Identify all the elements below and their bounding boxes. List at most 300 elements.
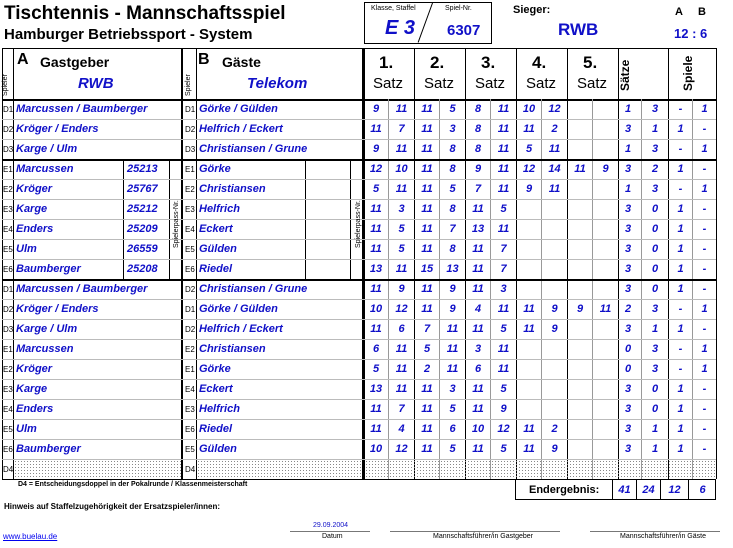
spiele-home: -	[678, 303, 683, 315]
set-score-home: 11	[523, 123, 535, 135]
grid-line	[2, 48, 716, 49]
set-score-home: 11	[421, 123, 433, 135]
set-score-away: 10	[395, 163, 408, 175]
set-score-away: 11	[599, 303, 612, 315]
set-score-home: 6	[474, 363, 482, 375]
set-score-home	[517, 259, 541, 279]
away-player-name: Riedel	[199, 423, 233, 435]
set-score-home: 15	[420, 263, 434, 275]
set-score-home: 7	[474, 183, 482, 195]
set-score-away: 11	[395, 363, 408, 375]
home-player-code: D2	[3, 305, 14, 314]
saetze-label: Sätze	[618, 59, 632, 91]
spiele-away: -	[702, 383, 707, 395]
home-player-code: E4	[3, 405, 13, 414]
home-team: RWB	[78, 75, 114, 92]
home-player-name: Marcussen	[16, 343, 74, 355]
away-signature-line	[590, 531, 720, 532]
set-score-home: 9	[576, 303, 584, 315]
set-score-home: 11	[421, 183, 433, 195]
saetze-home: 3	[624, 323, 632, 335]
set-score-home	[568, 419, 592, 439]
saetze-away: 0	[651, 403, 659, 415]
set-score-away	[389, 459, 414, 479]
set-score-home	[517, 239, 541, 259]
saetze-away: 1	[651, 323, 659, 335]
set-score-home: 10	[369, 303, 383, 315]
spiele-away: -	[702, 123, 707, 135]
home-player-name: Karge	[16, 203, 48, 215]
set-score-away: 12	[497, 423, 510, 435]
away-player-name: Christiansen / Grune	[199, 143, 308, 155]
set-score-away: 9	[551, 303, 558, 315]
date-value: 29.09.2004	[313, 522, 349, 529]
set-score-home: 9	[474, 163, 482, 175]
spiele-away: -	[702, 243, 707, 255]
away-player-code: E1	[185, 165, 195, 174]
home-captain-label: Mannschaftsführer/in Gastgeber	[433, 533, 533, 540]
saetze-away: 3	[651, 103, 659, 115]
set-score-home	[568, 399, 592, 419]
set-score-away: 11	[395, 383, 408, 395]
sieger-label: Sieger:	[513, 4, 551, 16]
set-score-away: 8	[449, 243, 456, 255]
away-player-code: D3	[185, 145, 196, 154]
spiele-away: -	[702, 263, 707, 275]
set-score-home: 11	[421, 143, 433, 155]
score-b-label: B	[698, 6, 706, 18]
set-score-away: 8	[449, 163, 456, 175]
set-score-home	[568, 319, 592, 339]
saetze-away: 1	[651, 423, 659, 435]
set-score-home: 3	[474, 343, 482, 355]
away-captain-label: Mannschaftsführer/in Gäste	[620, 533, 706, 540]
set-score-away: 7	[500, 263, 507, 275]
set-score-away: 11	[395, 343, 408, 355]
home-player-pass: 25208	[127, 263, 158, 275]
away-player-code: E6	[185, 425, 195, 434]
set-score-home	[568, 179, 592, 199]
away-player-name: Helfrich / Eckert	[199, 323, 283, 335]
home-player-pass: 25209	[127, 223, 158, 235]
saetze-home: 0	[624, 363, 632, 375]
away-player-code: E2	[185, 185, 195, 194]
spiele-home: -	[678, 343, 683, 355]
set-score-home	[517, 399, 541, 419]
set-score-home: 11	[421, 303, 433, 315]
set-score-away: 11	[497, 343, 510, 355]
spiele-away: -	[702, 203, 707, 215]
set-score-home	[568, 339, 592, 359]
home-player-code: D3	[3, 325, 14, 334]
set-score-home: 11	[523, 443, 535, 455]
away-player-name: Christiansen	[199, 343, 266, 355]
saetze-away: 3	[651, 183, 659, 195]
set-score-away: 5	[449, 183, 456, 195]
home-player-name: Ulm	[16, 423, 37, 435]
away-player-code: D1	[185, 105, 196, 114]
spiele-away	[693, 459, 716, 479]
set-score-away: 6	[398, 323, 405, 335]
set-score-away: 5	[449, 443, 456, 455]
set-score-away: 5	[398, 243, 405, 255]
set-score-home: 9	[372, 103, 380, 115]
set-score-home: 5	[423, 343, 431, 355]
home-player-pass: 25212	[127, 203, 158, 215]
set-score-home: 10	[471, 423, 485, 435]
set-score-home	[517, 339, 541, 359]
set-score-home	[517, 459, 541, 479]
spiele-home: -	[678, 363, 683, 375]
home-player-name: Karge / Ulm	[16, 143, 78, 155]
set-score-away: 14	[548, 163, 561, 175]
home-player-code: E5	[3, 425, 13, 434]
set-score-home	[568, 459, 592, 479]
saetze-home: 3	[624, 443, 632, 455]
set-score-home: 11	[523, 303, 535, 315]
set-header-num: 3.	[481, 53, 496, 72]
spiele-home: 1	[677, 263, 684, 275]
set-score-home: 11	[472, 323, 484, 335]
spiele-home	[669, 459, 692, 479]
saetze-home: 3	[624, 123, 632, 135]
saetze-away	[642, 459, 668, 479]
match-id-box	[364, 2, 492, 44]
away-player-code: E2	[185, 345, 195, 354]
home-player-name: Kröger / Enders	[16, 123, 99, 135]
set-score-away	[542, 379, 567, 399]
set-score-away	[542, 459, 567, 479]
spiele-home: -	[678, 143, 683, 155]
spiele-home: -	[678, 183, 683, 195]
set-score-home: 12	[522, 163, 536, 175]
set-score-home: 5	[372, 363, 380, 375]
home-player-name: Enders	[16, 403, 54, 415]
saetze-home: 3	[624, 423, 632, 435]
set-score-away: 3	[500, 283, 507, 295]
set-score-away: 11	[497, 163, 510, 175]
endergebnis-label: Endergebnis:	[529, 484, 600, 496]
set-header-num: 1.	[379, 53, 394, 72]
set-score-home: 13	[369, 383, 383, 395]
spiele-away: -	[702, 403, 707, 415]
saetze-home: 3	[624, 203, 632, 215]
set-score-home	[517, 359, 541, 379]
set-score-away: 3	[449, 123, 456, 135]
set-score-home	[517, 379, 541, 399]
set-score-away: 11	[497, 103, 510, 115]
set-score-away: 9	[602, 163, 609, 175]
set-score-home	[517, 219, 541, 239]
score-a-label: A	[675, 6, 683, 18]
set-header-label: Satz	[475, 75, 506, 92]
saetze-home: 3	[624, 223, 632, 235]
set-score-away: 2	[551, 123, 558, 135]
home-player-code: E1	[3, 345, 13, 354]
set-score-away: 5	[500, 323, 507, 335]
total-spiele-b: 6	[699, 483, 706, 496]
set-score-home: 11	[370, 123, 382, 135]
set-score-home	[568, 239, 592, 259]
set-score-home: 2	[423, 363, 431, 375]
home-player-pass: 25767	[127, 183, 158, 195]
away-player-code: D1	[185, 305, 196, 314]
saetze-away: 3	[651, 343, 659, 355]
set-score-away: 8	[449, 203, 456, 215]
away-player-code: D2	[185, 285, 196, 294]
saetze-home: 1	[624, 143, 632, 155]
sieger-value: RWB	[558, 20, 599, 39]
set-score-home	[466, 459, 490, 479]
set-score-home	[415, 459, 439, 479]
set-header-num: 5.	[583, 53, 598, 72]
set-score-away: 7	[398, 123, 405, 135]
set-score-home: 9	[525, 183, 533, 195]
set-score-home	[568, 359, 592, 379]
home-player-code: E2	[3, 185, 13, 194]
away-team: Telekom	[247, 75, 308, 92]
set-score-home: 8	[474, 103, 482, 115]
away-player-name: Eckert	[199, 223, 233, 235]
set-score-home: 5	[372, 183, 380, 195]
set-score-away: 5	[449, 103, 456, 115]
set-score-home: 11	[370, 283, 382, 295]
spieler-label-b: Spieler	[185, 74, 192, 96]
away-player-name: Görke / Gülden	[199, 103, 278, 115]
spiele-home: 1	[677, 123, 684, 135]
set-score-home: 11	[574, 163, 586, 175]
away-player-code: E3	[185, 405, 195, 414]
away-player-name: Görke	[199, 363, 231, 375]
home-player-pass: 26559	[127, 243, 158, 255]
saetze-away: 3	[651, 363, 659, 375]
saetze-away: 1	[651, 443, 659, 455]
spiele-away: -	[702, 443, 707, 455]
set-score-away: 11	[395, 183, 408, 195]
set-score-away	[491, 459, 516, 479]
home-player-name: Ulm	[16, 243, 37, 255]
set-score-away: 4	[398, 423, 405, 435]
away-player-code: D2	[185, 125, 196, 134]
set-score-home: 13	[369, 263, 383, 275]
home-player-code: D1	[3, 285, 14, 294]
set-score-away: 9	[449, 303, 456, 315]
endergebnis-box	[515, 479, 716, 500]
home-player-code: D1	[3, 105, 14, 114]
grid-line	[181, 48, 182, 479]
spiele-home: 1	[677, 223, 684, 235]
set-score-home	[517, 279, 541, 299]
total-saetze-a: 41	[618, 483, 631, 496]
spiele-home: 1	[677, 423, 684, 435]
home-player-name: Karge / Ulm	[16, 323, 78, 335]
set-score-away	[542, 279, 567, 299]
set-score-home: 12	[369, 163, 383, 175]
hatched-cell	[197, 460, 362, 479]
spiele-away: 1	[701, 103, 708, 115]
home-player-code: E4	[3, 225, 13, 234]
home-label: Gastgeber	[40, 54, 110, 70]
set-score-home: 11	[472, 283, 484, 295]
set-score-away: 12	[395, 303, 408, 315]
saetze-home: 3	[624, 283, 632, 295]
home-player-code: E5	[3, 245, 13, 254]
home-player-code: E3	[3, 385, 13, 394]
set-score-home: 11	[421, 283, 433, 295]
home-player-name: Marcussen	[16, 163, 74, 175]
set-score-away	[542, 399, 567, 419]
spiele-home: 1	[677, 323, 684, 335]
set-score-away: 7	[398, 403, 405, 415]
set-score-away: 13	[446, 263, 459, 275]
set-score-away: 11	[497, 143, 510, 155]
website-link[interactable]: www.buelau.de	[3, 532, 58, 541]
set-header-label: Satz	[526, 75, 557, 92]
home-player-name: Baumberger	[16, 263, 81, 275]
saetze-away: 1	[651, 123, 659, 135]
set-score-away: 11	[497, 183, 510, 195]
date-line	[290, 531, 370, 532]
set-score-home: 8	[474, 123, 482, 135]
set-score-away: 5	[500, 443, 507, 455]
saetze-away: 0	[651, 263, 659, 275]
set-score-home: 11	[421, 203, 433, 215]
set-score-away: 3	[398, 203, 405, 215]
home-player-name: Marcussen / Baumberger	[16, 283, 148, 295]
away-player-code: D2	[185, 325, 196, 334]
set-score-away: 11	[395, 143, 408, 155]
set-score-away	[440, 459, 465, 479]
spiele-away: -	[702, 223, 707, 235]
set-score-away: 9	[500, 403, 507, 415]
home-player-code: E6	[3, 265, 13, 274]
away-player-code: E5	[185, 245, 195, 254]
home-player-code: E6	[3, 445, 13, 454]
saetze-away: 3	[651, 143, 659, 155]
away-letter: B	[198, 51, 210, 68]
away-player-code: E5	[185, 445, 195, 454]
spiele-home: 1	[677, 283, 684, 295]
set-score-home: 10	[369, 443, 383, 455]
page-title: Tischtennis - Mannschaftsspiel	[4, 3, 286, 24]
set-score-away: 11	[446, 323, 459, 335]
home-player-name: Karge	[16, 383, 48, 395]
grid-line	[716, 48, 717, 479]
set-score-away: 11	[497, 303, 510, 315]
set-score-away	[542, 359, 567, 379]
hatched-cell	[14, 460, 181, 479]
home-letter: A	[17, 51, 29, 68]
set-score-home: 11	[370, 243, 382, 255]
set-score-away: 11	[497, 363, 510, 375]
home-player-pass: 25213	[127, 163, 158, 175]
home-player-name: Enders	[16, 223, 54, 235]
set-header-label: Satz	[373, 75, 404, 92]
set-score-home: 11	[370, 323, 382, 335]
set-score-home: 11	[472, 443, 484, 455]
set-score-home: 8	[474, 143, 482, 155]
footnote: D4 = Entscheidungsdoppel in der Pokalrunde / Klassenmeisterschaft	[18, 481, 248, 488]
set-score-home	[568, 259, 592, 279]
spiele-away: -	[702, 163, 707, 175]
set-score-home	[568, 439, 592, 459]
spiele-away: 1	[701, 343, 708, 355]
set-score-home: 9	[372, 143, 380, 155]
home-player-code: D2	[3, 125, 14, 134]
saetze-home	[615, 459, 641, 479]
set-score-away	[542, 339, 567, 359]
home-signature-line	[390, 531, 560, 532]
set-score-home: 11	[421, 163, 433, 175]
set-score-home	[568, 139, 592, 159]
saetze-home: 3	[624, 243, 632, 255]
set-score-home: 11	[421, 403, 433, 415]
set-score-home	[568, 379, 592, 399]
set-score-home: 11	[421, 103, 433, 115]
away-label: Gäste	[222, 54, 261, 70]
set-score-home: 11	[523, 423, 535, 435]
set-score-away: 2	[551, 423, 558, 435]
set-score-home: 11	[421, 443, 433, 455]
page-subtitle: Hamburger Betriebssport - System	[4, 26, 253, 43]
spiele-away: -	[702, 283, 707, 295]
pass-label-a: Spielerpass-Nr.	[173, 200, 180, 248]
spiele-away: 1	[701, 363, 708, 375]
set-score-home: 11	[370, 223, 382, 235]
set-score-away: 9	[398, 283, 405, 295]
home-player-code: D4	[3, 465, 14, 474]
set-score-home: 11	[421, 223, 433, 235]
home-player-name: Kröger	[16, 183, 53, 195]
final-score: 12 : 6	[674, 26, 708, 41]
set-score-away: 12	[548, 103, 561, 115]
saetze-away: 0	[651, 203, 659, 215]
spiele-home: 1	[677, 443, 684, 455]
total-saetze-b: 24	[642, 483, 655, 496]
set-score-home: 4	[474, 303, 482, 315]
set-score-home: 11	[472, 203, 484, 215]
klasse-value: E 3	[385, 17, 416, 39]
spiele-away: -	[702, 323, 707, 335]
klasse-label: Klasse, Staffel	[371, 5, 416, 12]
away-player-code: E4	[185, 385, 195, 394]
spiele-home: 1	[677, 243, 684, 255]
saetze-home: 1	[624, 103, 632, 115]
set-score-away: 7	[500, 243, 507, 255]
set-score-away: 8	[449, 143, 456, 155]
set-score-home	[568, 279, 592, 299]
set-score-home: 11	[472, 403, 484, 415]
set-header-num: 4.	[532, 53, 547, 72]
away-player-name: Helfrich	[199, 403, 240, 415]
set-score-away: 11	[395, 103, 408, 115]
spiele-home: 1	[677, 383, 684, 395]
set-score-away: 5	[500, 383, 507, 395]
away-player-name: Gülden	[199, 443, 237, 455]
away-player-code: D4	[185, 465, 196, 474]
set-score-away: 9	[551, 323, 558, 335]
set-score-home: 11	[421, 243, 433, 255]
set-score-home: 11	[472, 383, 484, 395]
away-player-code: E6	[185, 265, 195, 274]
spielnr-value: 6307	[447, 22, 481, 39]
set-score-away: 7	[449, 223, 456, 235]
set-score-home	[517, 199, 541, 219]
set-score-home: 13	[471, 223, 485, 235]
set-score-home	[568, 99, 592, 119]
away-player-name: Görke / Gülden	[199, 303, 278, 315]
saetze-home: 1	[624, 183, 632, 195]
